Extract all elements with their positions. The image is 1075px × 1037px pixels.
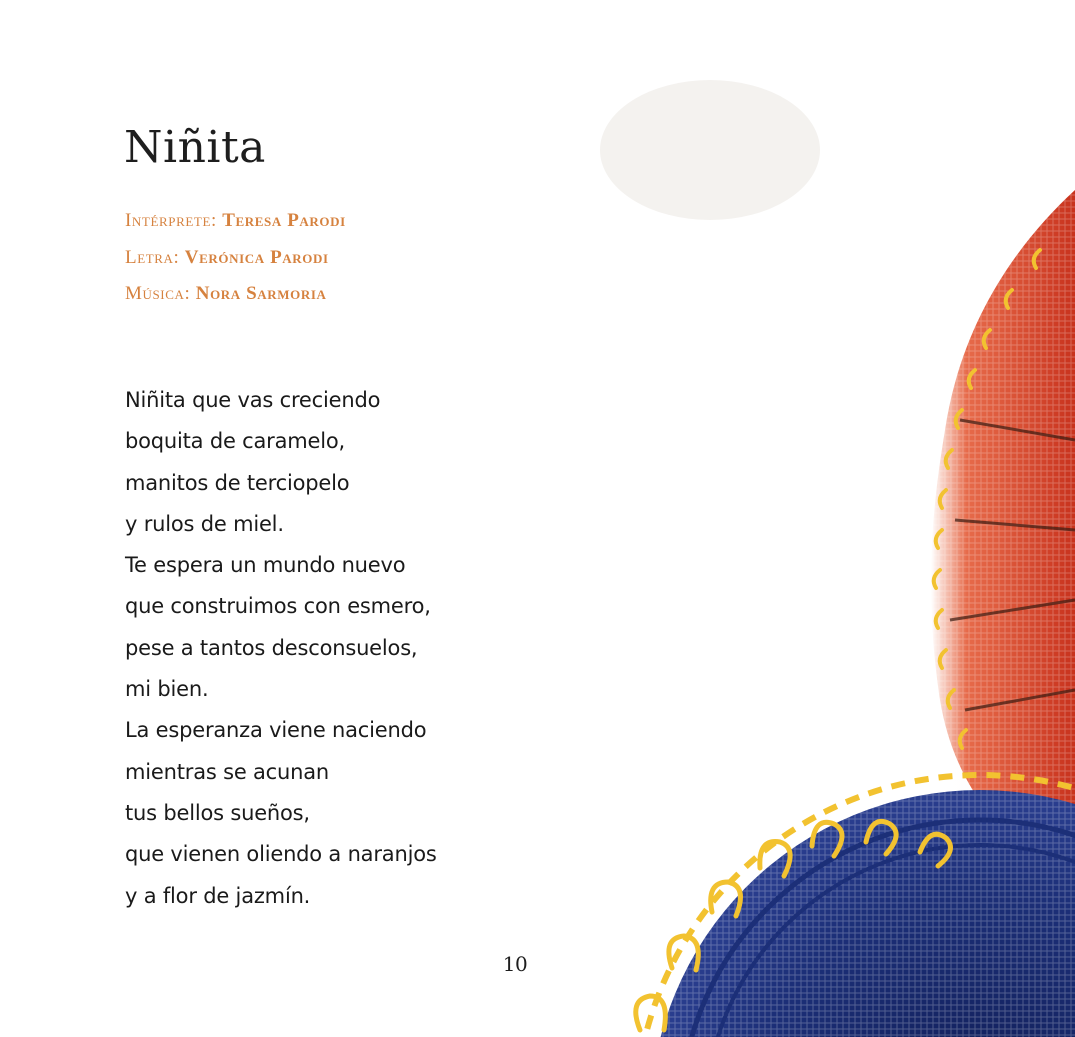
credit-composer xyxy=(125,276,346,313)
lyric-line: Te espera un mundo nuevo xyxy=(125,553,406,578)
credit-label: Intérprete: xyxy=(125,210,217,231)
lyric-line: que vienen oliendo a naranjos xyxy=(125,842,437,867)
lyric-line: pese a tantos desconsuelos, xyxy=(125,635,418,660)
song-lyrics xyxy=(125,380,437,917)
lyric-line: y rulos de miel. xyxy=(125,511,284,536)
credit-label: Letra: xyxy=(125,246,180,268)
lyric-line: Niñita que vas creciendo xyxy=(125,388,381,412)
lyric-line: manitos de terciopelo xyxy=(125,470,350,495)
lyric-line: tus bellos sueños, xyxy=(125,800,310,825)
credit-name: Verónica Parodi xyxy=(184,246,329,268)
lyric-line: boquita de caramelo, xyxy=(125,429,346,454)
lyric-line: mientras se acunan xyxy=(125,759,330,784)
song-credits xyxy=(125,203,346,313)
lyric-line: y a flor de jazmín. xyxy=(125,883,311,908)
credit-label: Música: xyxy=(125,283,191,304)
credit-performer xyxy=(125,203,346,240)
credit-lyricist xyxy=(125,240,346,277)
song-title: Niñita xyxy=(124,122,266,173)
credit-name: Teresa Parodi xyxy=(222,210,346,231)
credit-name: Nora Sarmoria xyxy=(195,283,327,304)
lyric-line: La esperanza viene naciendo xyxy=(125,718,427,743)
page-number: 10 xyxy=(502,952,528,976)
lyric-line: mi bien. xyxy=(125,677,209,702)
lyric-line: que construimos con esmero, xyxy=(125,594,431,619)
